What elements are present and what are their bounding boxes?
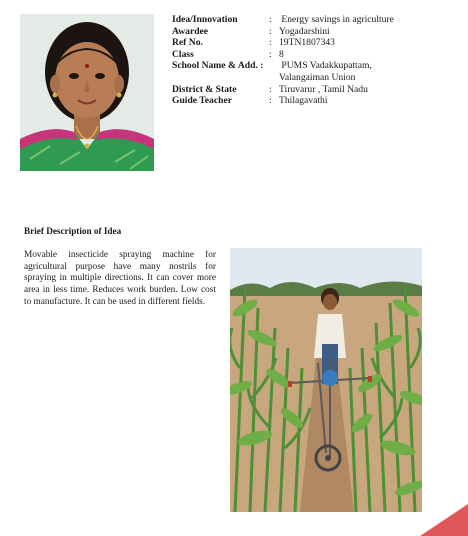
district-colon: : [269, 83, 272, 95]
idea-row [172, 14, 462, 26]
description-body: Movable insecticide spraying machine for agricultural purpose have many nostrils for spraying in multiple directions. It can cover more area in less time. Reduces work burden. Low cost to manufacture. It can be used in different fields. [24, 250, 216, 307]
awardee-colon: : [269, 25, 272, 37]
school-row [172, 60, 462, 83]
ref-row [172, 37, 462, 49]
ref-colon: : [269, 37, 272, 49]
guide-label: Guide Teacher [172, 95, 232, 107]
idea-label: Idea/Innovation [172, 14, 238, 25]
awardee-details [172, 14, 462, 107]
school-value-line1: PUMS Vadakkupattam, [279, 60, 372, 72]
class-row [172, 49, 462, 61]
idea-colon: : [269, 14, 272, 25]
district-row [172, 84, 462, 96]
idea-value: Energy savings in agriculture [279, 14, 394, 25]
ref-label: Ref No. [172, 37, 203, 49]
class-label: Class [172, 48, 194, 60]
guide-value: Thilagavathi [279, 95, 328, 107]
district-value: Tiruvarur , Tamil Nadu [279, 83, 368, 95]
awardee-value: Yogadarshini [279, 25, 330, 37]
awardee-row [172, 26, 462, 38]
school-label: School Name & Add. : [172, 60, 264, 72]
corner-accent [408, 502, 468, 536]
district-label: District & State [172, 83, 237, 95]
awardee-portrait-photo [20, 14, 154, 171]
description-heading: Brief Description of Idea [24, 226, 122, 236]
guide-colon: : [269, 95, 272, 107]
school-value-line2: Valangaiman Union [279, 71, 356, 83]
field-spraying-photo [230, 248, 422, 512]
class-colon: : [269, 48, 272, 60]
guide-row [172, 95, 462, 107]
school-value [279, 60, 462, 83]
ref-value: 19TN1807343 [279, 37, 335, 49]
class-value: 8 [279, 48, 284, 60]
awardee-label: Awardee [172, 25, 209, 37]
